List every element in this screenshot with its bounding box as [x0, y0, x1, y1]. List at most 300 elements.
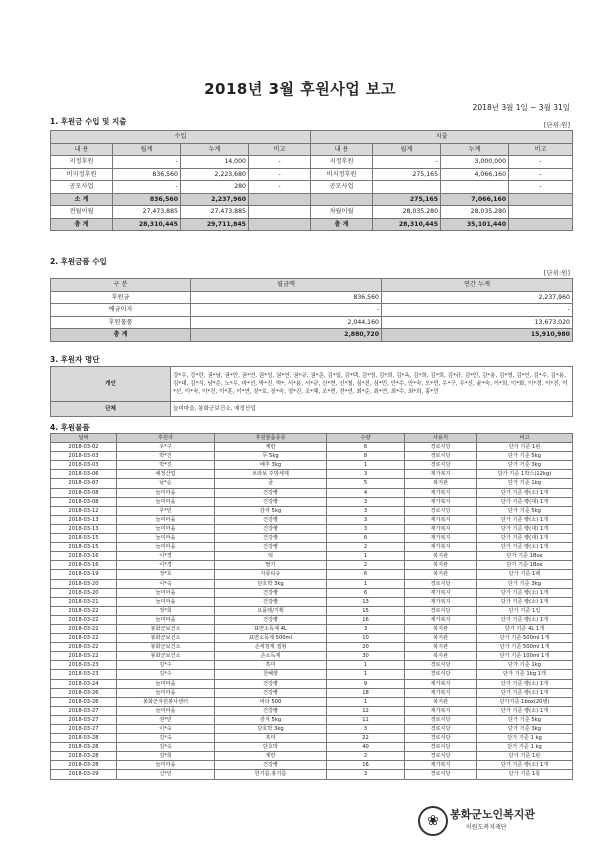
table-cell: 2018-03-15: [51, 534, 117, 543]
table-row: [51, 743, 573, 752]
table-row: [51, 506, 573, 515]
table-cell: 재가복지: [405, 515, 477, 524]
table-cell: -: [382, 304, 573, 317]
table-cell: 이*숙: [117, 725, 215, 734]
table-row: [51, 588, 573, 597]
table-cell: -: [509, 156, 573, 169]
table-cell: 늘미마을: [117, 488, 215, 497]
table-cell: 2018-03-02: [51, 443, 117, 452]
table-cell: 2018-03-27: [51, 706, 117, 715]
table-cell: 계란: [215, 752, 327, 761]
table-cell: 남*순: [117, 479, 215, 488]
table-cell: 6: [327, 588, 405, 597]
table-cell: 10: [327, 634, 405, 643]
table-row: [51, 156, 573, 169]
table-row: [51, 652, 573, 661]
table-cell: 단가 기준 1kg 1개: [477, 670, 573, 679]
table-cell: 총 계: [51, 329, 191, 342]
table-cell: -: [373, 156, 441, 169]
table-cell: 늘미마을: [117, 543, 215, 552]
table-cell: [509, 218, 573, 231]
organization-name: 봉화군노인복지관: [450, 808, 536, 821]
table-cell: 소 계: [51, 193, 113, 206]
table-cell: 2,044,160: [191, 316, 382, 329]
table-cell: 박*진: [117, 452, 215, 461]
table-cell: 단가 기준 빵(대) 1개: [477, 524, 573, 533]
table-cell: 건강빵: [215, 679, 327, 688]
table-cell: 2,237,960: [181, 193, 249, 206]
donated-goods-table: [50, 433, 573, 780]
table-cell: 늘미마을: [117, 706, 215, 715]
table-cell: 836,560: [113, 193, 181, 206]
table-cell: 15,910,980: [382, 329, 573, 342]
table-cell: 2018-03-03: [51, 461, 117, 470]
donor-type-label: 단체: [51, 402, 171, 417]
table-cell: 2: [327, 543, 405, 552]
table-cell: 비지정후원: [311, 168, 373, 181]
table-cell: -: [509, 181, 573, 194]
column-header: 후원물품종류: [215, 434, 327, 443]
table-row: [51, 561, 573, 570]
table-cell: 30: [327, 652, 405, 661]
table-cell: 재가복지: [405, 534, 477, 543]
table-cell: 단가 기준 3kg: [477, 461, 573, 470]
table-cell: 2: [327, 561, 405, 570]
table-row: [51, 181, 573, 194]
table-row: [51, 688, 573, 697]
column-header: 내 용: [311, 143, 373, 156]
column-header: 비고: [249, 143, 311, 156]
table-cell: 건강빵: [215, 515, 327, 524]
table-cell: 재가복지: [405, 488, 477, 497]
table-cell: 총 계: [51, 218, 113, 231]
table-cell: 김*수: [117, 661, 215, 670]
table-cell: -: [249, 168, 311, 181]
table-cell: 2018-03-12: [51, 506, 117, 515]
table-cell: [249, 218, 311, 231]
column-header: 구 분: [51, 279, 191, 292]
table-cell: 2018-03-16: [51, 552, 117, 561]
table-cell: 재가복지: [405, 688, 477, 697]
table-cell: 재가복지: [405, 588, 477, 597]
table-cell: 건강빵: [215, 543, 327, 552]
table-cell: 비타 500: [215, 697, 327, 706]
table-row: [51, 452, 573, 461]
table-cell: 15: [327, 606, 405, 615]
column-header: 비고: [509, 143, 573, 156]
table-cell: 단가 기준 5kg: [477, 715, 573, 724]
table-cell: 단가 기준 100ml 1개: [477, 652, 573, 661]
table-cell: 2018-03-15: [51, 543, 117, 552]
table-cell: 지정후원: [51, 156, 113, 169]
column-header: 연간 누계: [382, 279, 573, 292]
table-cell: 2018-03-21: [51, 597, 117, 606]
table-cell: 경로식당: [405, 670, 477, 679]
table-row: [51, 402, 573, 417]
table-cell: 2018-03-22: [51, 606, 117, 615]
donor-type-label: 개인: [51, 367, 171, 402]
table-cell: 재가복지: [405, 679, 477, 688]
table-cell: 836,560: [191, 291, 382, 304]
table-cell: 단가 기준 빵(소) 1개: [477, 706, 573, 715]
table-cell: 단가 기준 1Box: [477, 561, 573, 570]
column-header: 후원자: [117, 434, 215, 443]
table-cell: 단가기준 1box(20병): [477, 697, 573, 706]
table-row: [51, 615, 573, 624]
table-cell: 예금이자: [51, 304, 191, 317]
organization-stamp: [418, 806, 568, 836]
table-cell: 한기름,홍기름: [215, 770, 327, 779]
table-cell: 27,473,885: [181, 206, 249, 219]
table-cell: 2018-03-08: [51, 497, 117, 506]
table-cell: 22: [327, 734, 405, 743]
table-cell: 재가복지: [405, 497, 477, 506]
table-cell: 김*희: [117, 752, 215, 761]
table-cell: 2018-03-29: [51, 770, 117, 779]
report-title: 2018년 3월 후원사업 보고: [204, 80, 396, 98]
column-header: 누계: [441, 143, 509, 156]
table-cell: 1: [327, 579, 405, 588]
table-cell: 단가 기준 빵(소) 1개: [477, 679, 573, 688]
seal-icon: ❀: [418, 806, 448, 836]
table-cell: 재가복지: [405, 706, 477, 715]
table-cell: -: [113, 156, 181, 169]
table-cell: [441, 181, 509, 194]
table-cell: 2018-03-26: [51, 688, 117, 697]
table-cell: 늘미마을: [117, 761, 215, 770]
table-cell: 단호박: [215, 743, 327, 752]
table-cell: 7,066,160: [441, 193, 509, 206]
table-cell: 건강빵: [215, 761, 327, 770]
column-header: 누계: [181, 143, 249, 156]
report-period: 2018년 3월 1일 ~ 3월 31일: [472, 103, 570, 112]
table-cell: 흑미: [215, 734, 327, 743]
table-cell: 공모사업: [51, 181, 113, 194]
table-cell: 떡: [215, 552, 327, 561]
table-row: [51, 316, 573, 329]
column-header: 날짜: [51, 434, 117, 443]
table-cell: 단가 기준 500ml 1개: [477, 643, 573, 652]
column-header: 사용처: [405, 434, 477, 443]
table-cell: 우*구: [117, 443, 215, 452]
table-cell: 경로식당: [405, 725, 477, 734]
table-cell: 딸기: [215, 561, 327, 570]
table-cell: 천혜향: [215, 670, 327, 679]
table-cell: 차월이월: [311, 206, 373, 219]
table-cell: 후원물품: [51, 316, 191, 329]
column-header: 월계: [373, 143, 441, 156]
table-cell: 단가 기준 빵(소) 1개: [477, 615, 573, 624]
table-cell: 2018-03-28: [51, 752, 117, 761]
table-cell: 권*민: [117, 715, 215, 724]
table-cell: 복지관: [405, 552, 477, 561]
table-cell: 단가 기준 1Box: [477, 552, 573, 561]
table-cell: 재가복지: [405, 597, 477, 606]
table-cell: [373, 181, 441, 194]
table-cell: 2018-03-22: [51, 615, 117, 624]
column-header: 내 용: [51, 143, 113, 156]
table-cell: 11: [327, 715, 405, 724]
table-cell: 흑미: [215, 661, 327, 670]
table-row: [51, 367, 573, 402]
column-header: 월금액: [191, 279, 382, 292]
table-row: [51, 579, 573, 588]
section2-unit: [단위:원]: [543, 269, 570, 277]
table-row: [51, 597, 573, 606]
table-cell: [311, 193, 373, 206]
table-row: [51, 218, 573, 231]
income-expense-table: [50, 130, 573, 231]
table-row: [51, 291, 573, 304]
table-cell: 단가 기준 1 kg: [477, 734, 573, 743]
table-cell: 예정산업: [117, 470, 215, 479]
table-cell: 2018-03-22: [51, 634, 117, 643]
table-cell: 재가복지: [405, 615, 477, 624]
table-row: [51, 634, 573, 643]
table-cell: 무 5kg: [215, 452, 327, 461]
table-row: [51, 304, 573, 317]
table-cell: 18: [327, 688, 405, 697]
table-cell: 2018-03-08: [51, 488, 117, 497]
table-cell: 2018-03-03: [51, 452, 117, 461]
table-row: [51, 193, 573, 206]
table-cell: 2018-03-07: [51, 479, 117, 488]
table-cell: 13,673,020: [382, 316, 573, 329]
table-row: [51, 443, 573, 452]
table-cell: 단가 기준 1판: [477, 752, 573, 761]
table-cell: 경로식당: [405, 606, 477, 615]
table-row: [51, 206, 573, 219]
table-cell: 2,223,680: [181, 168, 249, 181]
table-cell: 단가 기준 빵(소) 1개: [477, 588, 573, 597]
table-cell: 2018-03-16: [51, 561, 117, 570]
income-header: 수입: [51, 131, 311, 144]
table-cell: 13: [327, 597, 405, 606]
table-cell: 단가 기준 빵(소) 1개: [477, 488, 573, 497]
table-cell: 늘미마을: [117, 497, 215, 506]
table-cell: 28,035,280: [441, 206, 509, 219]
table-cell: 재가복지: [405, 543, 477, 552]
table-cell: 건강빵: [215, 524, 327, 533]
table-row: [51, 479, 573, 488]
table-cell: 단가 기준 빵(소) 1개: [477, 688, 573, 697]
table-cell: 단가 기준 1판: [477, 443, 573, 452]
table-cell: 요플레/기획: [215, 606, 327, 615]
section1-heading: 1. 후원금 수입 및 지출: [50, 117, 127, 126]
table-cell: 봉화군보건소: [117, 643, 215, 652]
column-header: 수량: [327, 434, 405, 443]
table-cell: 봉화군자원봉사센터: [117, 697, 215, 706]
table-cell: 늘미마을: [117, 588, 215, 597]
table-cell: 계란: [215, 443, 327, 452]
table-cell: 2018-03-19: [51, 570, 117, 579]
table-cell: 비지정후원: [51, 168, 113, 181]
table-cell: 단가 기준 5kg: [477, 452, 573, 461]
table-cell: 3: [327, 515, 405, 524]
table-cell: 굴: [215, 479, 327, 488]
table-cell: 늘미마을: [117, 679, 215, 688]
table-row: [51, 706, 573, 715]
table-row: [51, 497, 573, 506]
table-cell: 단호박 3kg: [215, 579, 327, 588]
table-row: [51, 570, 573, 579]
table-cell: 건강빵: [215, 497, 327, 506]
donor-list-table: [50, 366, 573, 417]
table-cell: 복지관: [405, 652, 477, 661]
table-cell: 2018-03-13: [51, 515, 117, 524]
organization-sub: 이원도복지재단: [466, 824, 507, 831]
table-cell: 경로식당: [405, 715, 477, 724]
table-cell: 6: [327, 443, 405, 452]
table-row: [51, 697, 573, 706]
table-cell: 2: [327, 752, 405, 761]
table-row: [51, 470, 573, 479]
table-cell: 재가복지: [405, 470, 477, 479]
table-cell: 단가 기준 500ml 1개: [477, 634, 573, 643]
table-cell: 16: [327, 761, 405, 770]
table-cell: 9: [327, 679, 405, 688]
table-cell: 정*희: [117, 606, 215, 615]
table-cell: 단가 기준 빵(소) 1개: [477, 761, 573, 770]
table-cell: 감자 5kg: [215, 506, 327, 515]
table-cell: 늘미마을: [117, 534, 215, 543]
table-row: [51, 770, 573, 779]
table-cell: 건강빵: [215, 488, 327, 497]
table-cell: 1: [327, 697, 405, 706]
table-cell: 1: [327, 661, 405, 670]
table-cell: 836,560: [113, 168, 181, 181]
table-row: [51, 168, 573, 181]
table-cell: 1: [327, 461, 405, 470]
table-cell: 단가 기준 1 kg: [477, 743, 573, 752]
table-cell: 공모사업: [311, 181, 373, 194]
table-row: [51, 534, 573, 543]
table-cell: 손세정제 겔형: [215, 643, 327, 652]
table-row: [51, 461, 573, 470]
table-row: [51, 488, 573, 497]
table-row: [51, 761, 573, 770]
section4-heading: 4. 후원물품: [50, 423, 90, 432]
table-cell: 봉화군보건소: [117, 652, 215, 661]
table-cell: 복지관: [405, 697, 477, 706]
table-cell: 봉화군보건소: [117, 624, 215, 633]
table-cell: 경로식당: [405, 734, 477, 743]
table-cell: 감자 5kg: [215, 715, 327, 724]
table-cell: -: [191, 304, 382, 317]
table-cell: 2018-03-13: [51, 524, 117, 533]
table-cell: 3: [327, 506, 405, 515]
table-cell: 김*수: [117, 670, 215, 679]
table-cell: 재가복지: [405, 761, 477, 770]
table-cell: 단가 기준 1통: [477, 770, 573, 779]
table-cell: [509, 193, 573, 206]
table-row: [51, 624, 573, 633]
table-cell: -: [509, 168, 573, 181]
table-cell: 전월이월: [51, 206, 113, 219]
table-cell: 3: [327, 470, 405, 479]
table-cell: 우*민: [117, 506, 215, 515]
table-cell: 12: [327, 706, 405, 715]
table-cell: 2018-03-28: [51, 734, 117, 743]
table-cell: 단가 기준 5kg: [477, 506, 573, 515]
table-cell: 6: [327, 570, 405, 579]
table-cell: 2018-03-27: [51, 725, 117, 734]
table-cell: 28,035,280: [373, 206, 441, 219]
table-cell: 2018-03-28: [51, 743, 117, 752]
table-cell: 늘미마을: [117, 597, 215, 606]
table-row: [51, 661, 573, 670]
table-row: [51, 752, 573, 761]
table-cell: 복지관: [405, 570, 477, 579]
table-cell: 후원금: [51, 291, 191, 304]
table-cell: [249, 193, 311, 206]
table-cell: 2018-03-20: [51, 588, 117, 597]
table-cell: 27,473,885: [113, 206, 181, 219]
table-cell: 경로식당: [405, 661, 477, 670]
table-cell: 1: [327, 670, 405, 679]
table-cell: 복지관: [405, 561, 477, 570]
table-cell: 총 계: [311, 218, 373, 231]
table-cell: 단가 기준 1kg: [477, 661, 573, 670]
table-cell: 경로식당: [405, 506, 477, 515]
table-cell: 28,310,445: [113, 218, 181, 231]
table-cell: 3,000,000: [441, 156, 509, 169]
table-cell: 5: [327, 479, 405, 488]
table-cell: 2018-03-24: [51, 679, 117, 688]
table-cell: 박*진: [117, 461, 215, 470]
table-cell: 2018-03-20: [51, 579, 117, 588]
table-cell: 단가 기준 1박스(12kg): [477, 470, 573, 479]
table-cell: 2,237,960: [382, 291, 573, 304]
table-cell: 3: [327, 624, 405, 633]
table-cell: [509, 206, 573, 219]
table-cell: 신*민: [117, 770, 215, 779]
table-cell: 단가 기준 빵(대) 1개: [477, 534, 573, 543]
table-cell: 275,165: [373, 168, 441, 181]
table-cell: 단가 기준 빵(소) 1개: [477, 597, 573, 606]
table-cell: 3: [327, 497, 405, 506]
table-cell: 자몽티슈: [215, 570, 327, 579]
table-row: [51, 643, 573, 652]
table-cell: 경로식당: [405, 452, 477, 461]
table-cell: 김*숙: [117, 743, 215, 752]
table-row: [51, 734, 573, 743]
table-cell: 14,000: [181, 156, 249, 169]
table-cell: 3: [327, 725, 405, 734]
table-row: [51, 552, 573, 561]
table-cell: 건강빵: [215, 706, 327, 715]
table-cell: 29,711,845: [181, 218, 249, 231]
table-cell: 경로식당: [405, 752, 477, 761]
section1-unit: [단위:원]: [543, 121, 570, 129]
table-cell: 단가 기준 1kg: [477, 479, 573, 488]
donor-names: 늘미마을, 봉화군보건소, 예정산업: [171, 402, 573, 417]
table-cell: 40: [327, 743, 405, 752]
donation-income-table: [50, 278, 573, 342]
table-row: [51, 606, 573, 615]
table-cell: 늘미마을: [117, 515, 215, 524]
table-cell: 35,101,440: [441, 218, 509, 231]
table-cell: 28,310,445: [373, 218, 441, 231]
column-header: 비고: [477, 434, 573, 443]
table-cell: 건강빵: [215, 597, 327, 606]
table-cell: 경로식당: [405, 770, 477, 779]
table-cell: 16: [327, 615, 405, 624]
table-cell: 275,165: [373, 193, 441, 206]
expense-header: 지출: [311, 131, 573, 144]
table-cell: 3: [327, 524, 405, 533]
table-cell: 브라보 주방세제: [215, 470, 327, 479]
